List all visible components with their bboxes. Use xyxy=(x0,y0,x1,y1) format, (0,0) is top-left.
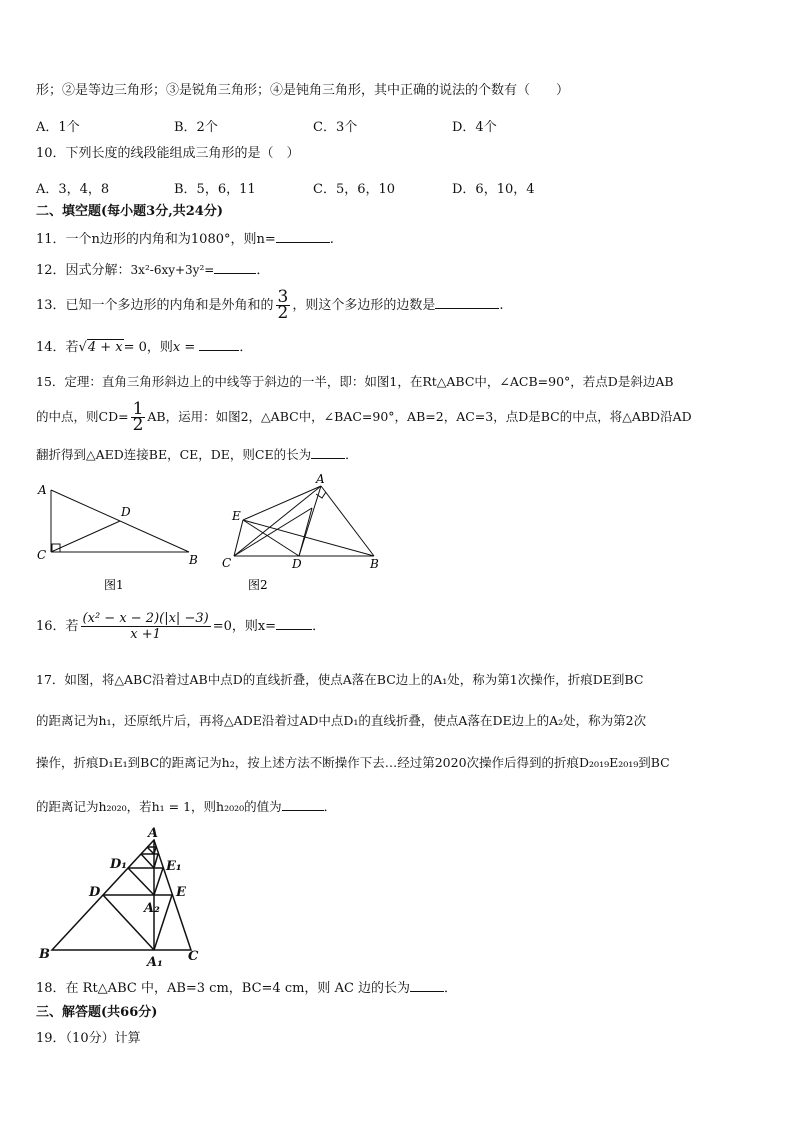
q15-pre: 的中点，则CD= xyxy=(36,409,129,424)
q13-post: ，则这个多边形的边数是 xyxy=(292,298,436,313)
q16 xyxy=(36,604,325,650)
q14-pre: 14．若 xyxy=(36,340,79,355)
fig2-label-a: A xyxy=(316,472,325,486)
q9-option-d: D．4个 xyxy=(452,120,497,135)
q15-blank xyxy=(311,446,345,459)
q10-stem: 10．下列长度的线段能组成三角形的是（ ） xyxy=(36,146,300,161)
q13-fraction-den: 2 xyxy=(277,303,289,323)
q15-fraction-den: 2 xyxy=(132,415,144,435)
q13: 13．已知一个多边形的内角和是外角和的 $\frac{3}{2}$ ，则这个多边形的边数是 . xyxy=(36,287,504,323)
q14-var: x xyxy=(172,340,181,355)
figure-1 xyxy=(34,478,214,596)
section-2-heading: 二、填空题(每小题3分,共24分) xyxy=(36,204,223,219)
q12-label: 12．因式分解： xyxy=(36,263,131,278)
fig2-label-d: D xyxy=(292,557,302,571)
fig3-label-d1: D₁ xyxy=(110,857,127,872)
fig3-segment-4a xyxy=(147,847,154,854)
q15-end: ． xyxy=(345,447,358,462)
q14-blank xyxy=(199,338,239,351)
q16-end: ． xyxy=(312,619,326,634)
fig2-label-e: E xyxy=(232,509,241,523)
q17-line-2: 的距离记为h₁，还原纸片后，再将△ADE沿着过AD中点D₁的直线折叠，使点A落在DE边上的A₂处，称为第2次 xyxy=(36,713,647,728)
q15-l3: 翻折得到△AED连接BE，CE，DE，则CE的长为 xyxy=(36,447,312,462)
q17-blank xyxy=(282,798,324,811)
sqrt-icon: √ xyxy=(78,340,87,355)
q13-fraction-num: 3 xyxy=(277,287,289,307)
q14-eq: = xyxy=(180,340,200,355)
fig1-label-a: A xyxy=(38,483,47,497)
q15-line-2 xyxy=(36,400,692,434)
fig3-label-a: A xyxy=(148,826,159,841)
q11: 11．一个n边形的内角和为1080°，则n= . xyxy=(36,232,334,247)
q9-option-b: B．2个 xyxy=(174,120,218,135)
q17-line-4 xyxy=(36,798,336,815)
q18-text: 18．在 Rt△ABC 中，AB=3 cm，BC=4 cm，则 AC 边的长为 xyxy=(36,981,411,996)
fig2-label-c: C xyxy=(222,556,232,570)
q14-radicand: 4 + x xyxy=(87,340,123,355)
q17-end: ． xyxy=(323,799,337,814)
q12-expr: 3x²-6xy+3y²= xyxy=(130,263,215,277)
fig1-caption: 图1 xyxy=(104,578,124,592)
q16-fraction-den: x +1 xyxy=(130,627,161,642)
q15-fraction xyxy=(131,399,146,435)
fig2-label-b: B xyxy=(370,557,379,571)
q13-fraction xyxy=(276,287,291,323)
q16-pre: 16．若 xyxy=(36,619,79,634)
q11-text: 11．一个n边形的内角和为1080°，则n= xyxy=(36,232,276,247)
q18-blank xyxy=(410,979,444,992)
fig2-segment-ce xyxy=(234,520,243,556)
fig3-segment-e1a2 xyxy=(154,868,163,895)
q11-blank xyxy=(276,230,330,243)
fig3-label-d: D xyxy=(89,885,101,900)
fig3-label-e: E xyxy=(176,885,186,900)
q16-fraction-num: (x² − x − 2)(|x| −3) xyxy=(82,611,209,626)
q10-option-b: B．5，6，11 xyxy=(174,182,256,197)
q17-l4: 的距离记为h₂₀₂₀，若h₁ = 1，则h₂₀₂₀的值为 xyxy=(36,799,282,814)
q9-stem: 形；②是等边三角形；③是锐角三角形；④是钝角三角形，其中正确的说法的个数有（ ） xyxy=(36,83,570,98)
fig2-segment-cx xyxy=(234,508,312,556)
q10-option-a: A．3，4，8 xyxy=(36,182,110,197)
fig2-caption: 图2 xyxy=(248,578,268,592)
q16-mid: =0，则x= xyxy=(212,619,277,634)
fig1-median-cd xyxy=(51,521,120,552)
fig3-label-a1: A₁ xyxy=(147,955,163,970)
q12-blank xyxy=(214,261,256,274)
fig2-segment-ed xyxy=(243,520,299,556)
q13-blank xyxy=(435,296,499,309)
q10-option-c: C．5，6，10 xyxy=(313,182,396,197)
fig3-label-e1: E₁ xyxy=(166,859,182,874)
q17-line-1: 17．如图，将△ABC沿着过AB中点D的直线折叠，使点A落在BC边上的A₁处，称为第1次操作，折痕DE到BC xyxy=(36,672,644,687)
q14: 14．若√4 + x= 0，则x = ． xyxy=(36,340,253,355)
q9-option-c: C．3个 xyxy=(313,120,358,135)
fig2-segment-ae xyxy=(243,486,321,520)
q16-fraction xyxy=(81,611,211,642)
q15-line-3 xyxy=(36,446,358,463)
q10-option-d: D．6，10，4 xyxy=(452,182,535,197)
q15-post: AB，运用：如图2，△ABC中，∠BAC=90°，AB=2，AC=3，点D是BC的中点，将△ABD沿AD xyxy=(147,409,692,424)
q13-pre: 13．已知一个多边形的内角和是外角和的 xyxy=(36,298,274,313)
fig3-segment-d1a2 xyxy=(128,868,154,895)
section-3-heading: 三、解答题(共66分) xyxy=(36,1005,158,1020)
q12: 12．因式分解：3x²-6xy+3y²= ． xyxy=(36,263,270,278)
figure-3 xyxy=(34,826,214,972)
fig3-label-a2: A₂ xyxy=(144,901,160,916)
q17-line-3: 操作，折痕D₁E₁到BC的距离记为h₂，按上述方法不断操作下去…经过第2020次操作后得到的折痕D₂₀₁₉E₂₀₁₉到BC xyxy=(36,755,670,770)
fig2-side-ab xyxy=(321,486,374,556)
figure-2 xyxy=(220,472,390,596)
q14-mid: = 0，则 xyxy=(123,340,173,355)
q19: 19．（10分）计算 xyxy=(36,1031,141,1046)
q18 xyxy=(36,979,457,997)
q15-line-1: 15．定理：直角三角形斜边上的中线等于斜边的一半，即：如图1，在Rt△ABC中，∠ACB=90°，若点D是斜边AB xyxy=(36,374,674,389)
fig1-label-d: D xyxy=(121,505,131,519)
q15-fraction-num: 1 xyxy=(132,399,144,419)
fig3-label-c: C xyxy=(188,949,199,964)
q16-blank xyxy=(276,617,312,630)
fig1-label-c: C xyxy=(37,548,47,562)
q18-end: ． xyxy=(444,981,458,996)
fig1-label-b: B xyxy=(189,553,198,567)
fig3-segment-3a xyxy=(141,854,154,868)
q9-option-a: A．1个 xyxy=(36,120,80,135)
fig3-label-b: B xyxy=(39,947,50,962)
